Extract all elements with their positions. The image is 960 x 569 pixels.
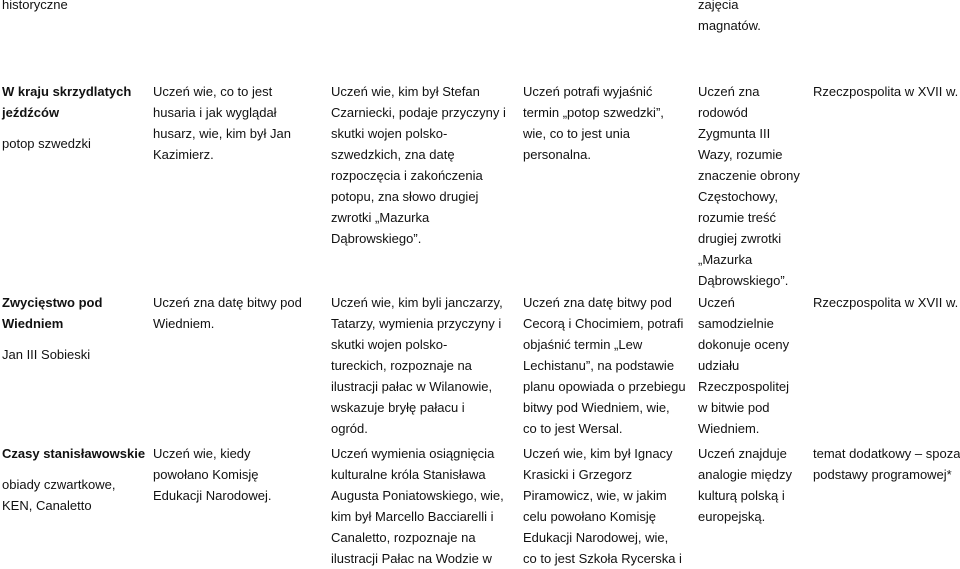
row3-col5-line2: analogie między <box>698 467 792 482</box>
row2-col3-line2: Tatarzy, wymienia przyczyny i <box>331 316 502 331</box>
row1-col1-subtitle <box>2 133 147 154</box>
row1-col3-line6: potopu, zna słowo drugiej <box>331 189 479 204</box>
row1-col4 <box>523 81 691 165</box>
row1-col2-line1: Uczeń wie, co to jest <box>153 84 273 99</box>
row3-col1-title-line1: Czasy stanisławowskie <box>2 446 146 461</box>
row2-col1-title <box>2 292 147 334</box>
row0-col1 <box>2 0 147 15</box>
row2-col1-title-line2: Wiedniem <box>2 316 64 331</box>
row1-col5-line5: znaczenie obrony <box>698 168 800 183</box>
row1-col2-line4: Kazimierz. <box>153 147 214 162</box>
row0-col5-line2: magnatów. <box>698 18 761 33</box>
row2-col1-subtitle-line1: Jan III Sobieski <box>2 347 91 362</box>
row1-col3-line8: Dąbrowskiego”. <box>331 231 422 246</box>
row3-col4-line2: Krasicki i Grzegorz <box>523 467 633 482</box>
row3-col4-line4: celu powołano Komisję <box>523 509 656 524</box>
row3-col4 <box>523 443 691 569</box>
row0-col5 <box>698 0 806 36</box>
row0-col5-line1: zajęcia <box>698 0 739 12</box>
row2-col3-line7: ogród. <box>331 421 368 436</box>
row1-col3-line4: szwedzkich, zna datę <box>331 147 455 162</box>
row1-col3 <box>331 81 516 249</box>
row2-col3-line1: Uczeń wie, kim byli janczarzy, <box>331 295 503 310</box>
row1-col5-line1: Uczeń zna <box>698 84 760 99</box>
row2-col2-line2: Wiedniem. <box>153 316 215 331</box>
row3-col4-line1: Uczeń wie, kim był Ignacy <box>523 446 673 461</box>
row3-col3-line1: Uczeń wymienia osiągnięcia <box>331 446 495 461</box>
row1-col5 <box>698 81 806 291</box>
row2-col4-line6: bitwy pod Wiedniem, wie, <box>523 400 670 415</box>
row3-col2-line2: powołano Komisję <box>153 467 259 482</box>
row2-col6 <box>813 292 958 313</box>
row1-col1-title-line2: jeźdźców <box>2 105 60 120</box>
row3-col2-line1: Uczeń wie, kiedy <box>153 446 251 461</box>
row2-col4 <box>523 292 691 439</box>
row3-col1-subtitle <box>2 474 147 516</box>
row1-col1-title <box>2 81 147 123</box>
row3-col5-line1: Uczeń znajduje <box>698 446 787 461</box>
row2-col5-line3: dokonuje oceny <box>698 337 790 352</box>
row2-col3 <box>331 292 516 439</box>
row2-col4-line4: Lechistanu”, na podstawie <box>523 358 675 373</box>
row2-col3-line4: tureckich, rozpoznaje na <box>331 358 472 373</box>
row2-col5-line1: Uczeń <box>698 295 735 310</box>
row3-col1-subtitle-line2: KEN, Canaletto <box>2 498 92 513</box>
row2-col5 <box>698 292 806 439</box>
row3-col4-line5: Edukacji Narodowej, wie, <box>523 530 669 545</box>
row2-col4-line7: co to jest Wersal. <box>523 421 623 436</box>
row1-col3-line1: Uczeń wie, kim był Stefan <box>331 84 480 99</box>
row1-col5-line6: Częstochowy, <box>698 189 778 204</box>
row3-col3-line3: Augusta Poniatowskiego, wie, <box>331 488 504 503</box>
row3-col5 <box>698 443 806 527</box>
row0-col1-line1: historyczne <box>2 0 68 12</box>
row1-col5-line2: rodowód <box>698 105 748 120</box>
row2-col2-line1: Uczeń zna datę bitwy pod <box>153 295 302 310</box>
row2-col3-line3: skutki wojen polsko- <box>331 337 448 352</box>
row2-col5-line2: samodzielnie <box>698 316 774 331</box>
row1-col1-subtitle-line1: potop szwedzki <box>2 136 91 151</box>
row1-col2 <box>153 81 318 165</box>
row2-col4-line2: Cecorą i Chocimiem, potrafi <box>523 316 684 331</box>
row2-col5-line5: Rzeczpospolitej <box>698 379 790 394</box>
row2-col1-subtitle <box>2 344 147 365</box>
row1-col6-line1: Rzeczpospolita w XVII w. <box>813 84 959 99</box>
row1-col4-line2: termin „potop szwedzki”, <box>523 105 664 120</box>
row1-col4-line3: wie, co to jest unia <box>523 126 630 141</box>
row1-col4-line4: personalna. <box>523 147 591 162</box>
row2-col6-line1: Rzeczpospolita w XVII w. <box>813 295 959 310</box>
row1-col5-line9: „Mazurka <box>698 252 753 267</box>
row2-col4-line1: Uczeń zna datę bitwy pod <box>523 295 672 310</box>
row2-col5-line6: w bitwie pod <box>698 400 770 415</box>
row3-col3-line2: kulturalne króla Stanisława <box>331 467 486 482</box>
row1-col5-line8: drugiej zwrotki <box>698 231 782 246</box>
row1-col3-line7: zwrotki „Mazurka <box>331 210 430 225</box>
row3-col3-line6: ilustracji Pałac na Wodzie w <box>331 551 492 566</box>
row1-col1-title-line1: W kraju skrzydlatych <box>2 84 132 99</box>
row1-col2-line3: husarz, wie, kim był Jan <box>153 126 291 141</box>
row3-col1-title <box>2 443 147 464</box>
row1-col3-line3: skutki wojen polsko- <box>331 126 448 141</box>
row3-col5-line4: europejską. <box>698 509 766 524</box>
row3-col6-line1: temat dodatkowy – spoza <box>813 446 960 461</box>
row3-col4-line3: Piramowicz, wie, w jakim <box>523 488 667 503</box>
row3-col3-line4: kim był Marcello Bacciarelli i <box>331 509 494 524</box>
row1-col4-line1: Uczeń potrafi wyjaśnić <box>523 84 653 99</box>
row2-col1-title-line1: Zwycięstwo pod <box>2 295 103 310</box>
row1-col5-line7: rozumie treść <box>698 210 777 225</box>
row3-col6-line2: podstawy programowej* <box>813 467 952 482</box>
row3-col5-line3: kulturą polską i <box>698 488 785 503</box>
row1-col3-line5: rozpoczęcia i zakończenia <box>331 168 483 183</box>
row3-col6 <box>813 443 958 485</box>
row2-col4-line3: objaśnić termin „Lew <box>523 337 643 352</box>
row3-col3-line5: Canaletto, rozpoznaje na <box>331 530 476 545</box>
row1-col2-line2: husaria i jak wyglądał <box>153 105 277 120</box>
row3-col2-line3: Edukacji Narodowej. <box>153 488 272 503</box>
row1-col5-line10: Dąbrowskiego”. <box>698 273 789 288</box>
row3-col3 <box>331 443 516 569</box>
row3-col2 <box>153 443 318 506</box>
row2-col2 <box>153 292 318 334</box>
row3-col4-line6: co to jest Szkoła Rycerska i <box>523 551 682 566</box>
row2-col3-line6: wskazuje bryłę pałacu i <box>331 400 465 415</box>
row1-col3-line2: Czarniecki, podaje przyczyny i <box>331 105 506 120</box>
row2-col3-line5: ilustracji pałac w Wilanowie, <box>331 379 493 394</box>
row2-col5-line7: Wiedniem. <box>698 421 760 436</box>
row3-col1-subtitle-line1: obiady czwartkowe, <box>2 477 116 492</box>
row2-col4-line5: planu opowiada o przebiegu <box>523 379 686 394</box>
row1-col5-line4: Wazy, rozumie <box>698 147 783 162</box>
row1-col6 <box>813 81 958 102</box>
row1-col5-line3: Zygmunta III <box>698 126 771 141</box>
row2-col5-line4: udziału <box>698 358 740 373</box>
